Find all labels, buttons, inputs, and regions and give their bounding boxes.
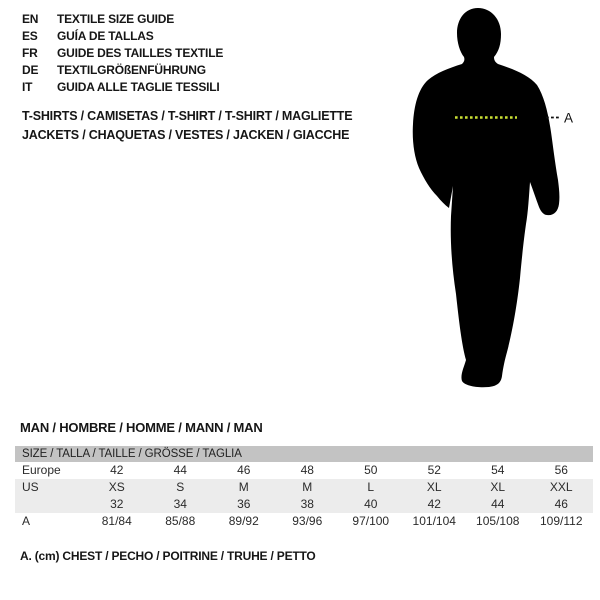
lang-text: GUIDA ALLE TAGLIE TESSILI: [57, 80, 220, 94]
category-line-tshirts: T-SHIRTS / CAMISETAS / T-SHIRT / T-SHIRT / MAGLIETTE: [22, 109, 353, 123]
lang-code: IT: [22, 80, 33, 94]
lang-row-fr: [22, 45, 223, 62]
lang-code: FR: [22, 46, 38, 60]
table-cell: XL: [426, 480, 442, 494]
table-cell: 32: [110, 497, 124, 511]
lang-text: GUIDE DES TAILLES TEXTILE: [57, 46, 224, 60]
table-row-us: [15, 479, 593, 496]
section-title-man: MAN / HOMBRE / HOMME / MANN / MAN: [20, 420, 263, 435]
table-cell: 40: [364, 497, 378, 511]
row-label: [15, 496, 85, 513]
table-cell: 46: [554, 497, 568, 511]
size-table: [15, 446, 593, 530]
table-row-chest: [15, 513, 593, 530]
table-cell: 85/88: [165, 514, 196, 528]
measurement-footnote: A. (cm) CHEST / PECHO / POITRINE / TRUHE / PETTO: [20, 549, 316, 563]
row-label: A: [22, 514, 31, 528]
lang-text: GUÍA DE TALLAS: [57, 29, 154, 43]
table-cell: 105/108: [476, 514, 520, 528]
table-cell: 44: [173, 463, 187, 477]
row-label: Europe: [22, 463, 61, 477]
lang-row-es: [22, 28, 223, 45]
table-cell: XS: [108, 480, 125, 494]
lang-code: ES: [22, 29, 38, 43]
table-cell: S: [176, 480, 185, 494]
lang-row-en: [22, 11, 223, 28]
table-cell: M: [302, 480, 313, 494]
table-cell: XL: [490, 480, 506, 494]
table-cell: 42: [110, 463, 124, 477]
lang-text: TEXTILGRÖßENFÜHRUNG: [57, 63, 206, 77]
man-silhouette: [413, 8, 560, 387]
table-cell: 81/84: [101, 514, 132, 528]
table-row-europe: [15, 462, 593, 479]
size-table-header: SIZE / TALLA / TAILLE / GRÖSSE / TAGLIA: [15, 446, 593, 462]
table-cell: XXL: [549, 480, 573, 494]
language-guide-list: [22, 11, 223, 96]
table-cell: 93/96: [292, 514, 323, 528]
lang-row-de: [22, 62, 223, 79]
table-cell: 101/104: [412, 514, 456, 528]
table-cell: 89/92: [228, 514, 259, 528]
table-cell: 46: [237, 463, 251, 477]
table-cell: 109/112: [540, 514, 583, 528]
table-cell: 48: [300, 463, 314, 477]
table-cell: 50: [364, 463, 378, 477]
lang-code: EN: [22, 12, 39, 26]
lang-code: DE: [22, 63, 39, 77]
table-cell: 44: [491, 497, 505, 511]
table-cell: 54: [491, 463, 505, 477]
table-cell: 36: [237, 497, 251, 511]
table-cell: 97/100: [352, 514, 390, 528]
category-line-jackets: JACKETS / CHAQUETAS / VESTES / JACKEN / GIACCHE: [22, 127, 350, 142]
table-cell: M: [238, 480, 249, 494]
lang-text: TEXTILE SIZE GUIDE: [57, 12, 175, 26]
table-cell: 56: [554, 463, 568, 477]
table-cell: 52: [427, 463, 441, 477]
table-cell: 38: [300, 497, 314, 511]
table-cell: 34: [173, 497, 187, 511]
table-cell: L: [367, 480, 375, 494]
lang-row-it: [22, 79, 223, 96]
category-list: [22, 107, 352, 144]
row-label: US: [22, 480, 39, 494]
table-cell: 42: [427, 497, 441, 511]
table-row-numeric: [15, 496, 593, 513]
measure-label-a: A: [564, 110, 574, 126]
man-figure: [405, 0, 600, 400]
